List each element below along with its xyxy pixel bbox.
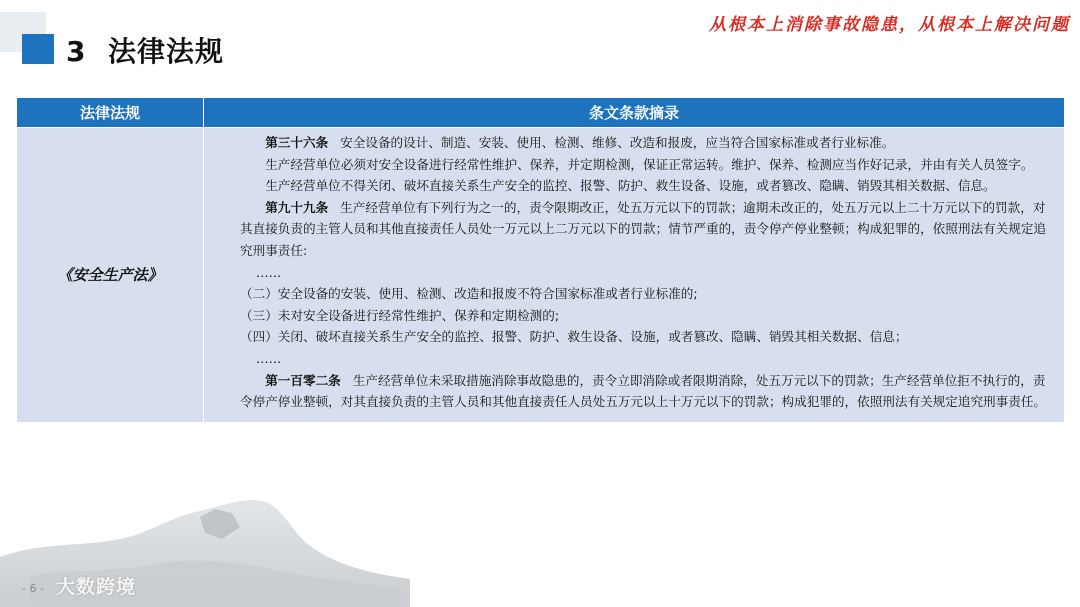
- article-99-line: [240, 197, 1050, 262]
- article-99-text: 生产经营单位有下列行为之一的，责令限期改正，处五万元以下的罚款；逾期未改正的，处五万元以上二十万元以下的罚款，对其直接负责的主管人员和其他直接责任人员处一万元以上二万元以下的罚款；情节严重的，责令停产停业整顿；构成犯罪的，依照刑法有关规定追究刑事责任:: [240, 199, 1046, 258]
- ellipsis-1: ……: [256, 264, 282, 280]
- article-102-label: 第一百零二条: [265, 372, 341, 388]
- watermark: 大数跨境: [56, 576, 137, 598]
- law-name-cell: 《安全生产法》: [17, 128, 204, 423]
- article-36-line: [240, 132, 1050, 154]
- article-36-label: 第三十六条: [265, 135, 329, 150]
- column-header-law: 法律法规: [17, 98, 204, 128]
- article-99-label: 第九十九条: [265, 199, 329, 215]
- article-102-line: [240, 370, 1050, 413]
- article-102-text: 生产经营单位未采取措施消除事故隐患的，责令立即消除或者限期消除，处五万元以下的罚款；生产经营单位拒不执行的，责令停产停业整顿，对其直接负责的主管人员和其他直接责任人员处五万元以上十万元以下的罚款；构成犯罪的，依照刑法有关规定追究刑事责任。: [240, 372, 1046, 410]
- section-title: 法律法规: [107, 35, 224, 68]
- article-99-item-4: （四）关闭、破坏直接关系生产安全的监控、报警、防护、救生设备、设施，或者篡改、隐瞒、销毁其相关数据、信息；: [240, 329, 908, 345]
- article-99-item-3: （三）未对安全设备进行经常性维护、保养和定期检测的;: [240, 307, 560, 323]
- table-row: [17, 128, 1065, 423]
- section-number: 3: [66, 35, 87, 68]
- article-36-text: 安全设备的设计、制造、安装、使用、检测、维修、改造和报废，应当符合国家标准或者行业标准。: [340, 135, 895, 150]
- column-header-excerpt: 条文条款摘录: [204, 98, 1065, 128]
- excerpt-cell: [204, 128, 1065, 423]
- article-36-para2: 生产经营单位必须对安全设备进行经常性维护、保养，并定期检测，保证正常运转。维护、保养、检测应当作好记录，并由有关人员签字。: [265, 156, 1034, 172]
- ellipsis-2: ……: [256, 350, 282, 366]
- page-title: [66, 30, 224, 70]
- law-table: [16, 97, 1065, 423]
- article-36-para3: 生产经营单位不得关闭、破坏直接关系生产安全的监控、报警、防护、救生设备、设施，或者篡改、隐瞒、销毁其相关数据、信息。: [265, 178, 996, 194]
- page-number: - 6 -: [22, 582, 44, 595]
- article-99-item-2: （二）安全设备的安装、使用、检测、改造和报废不符合国家标准或者行业标准的;: [240, 286, 698, 302]
- slogan: 从根本上消除事故隐患，从根本上解决问题: [709, 15, 1070, 35]
- title-marker: [22, 34, 54, 64]
- table-header-row: [17, 98, 1065, 128]
